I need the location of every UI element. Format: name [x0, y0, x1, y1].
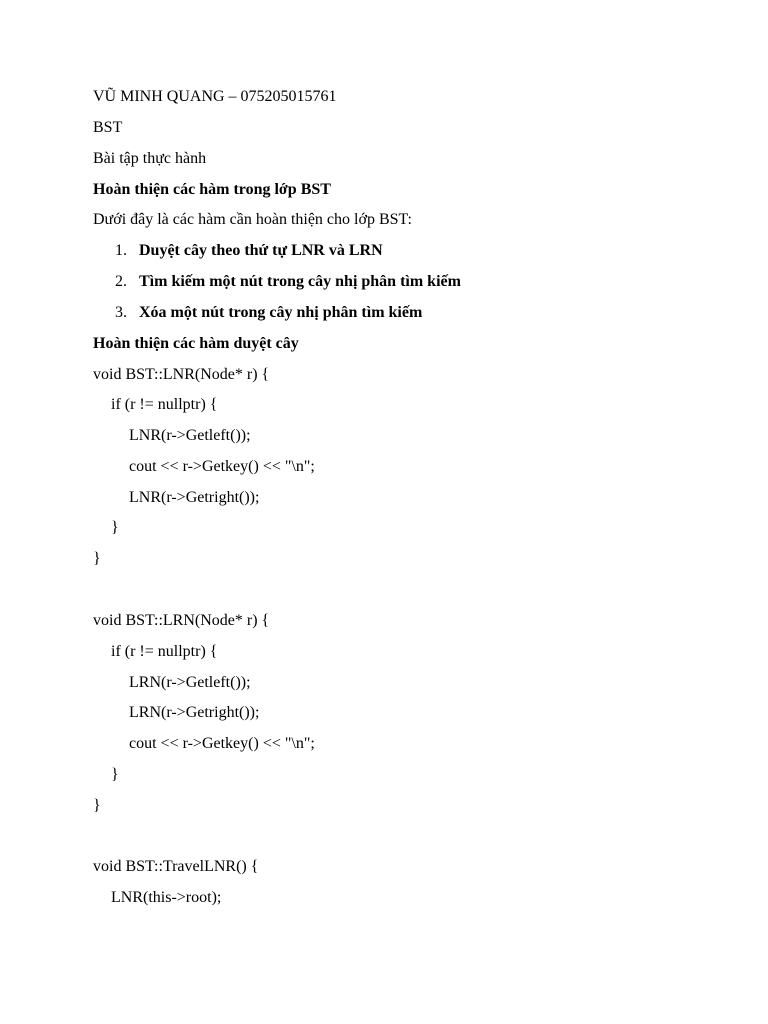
- code-line: }: [111, 766, 119, 783]
- author-line: VŨ MINH QUANG – 075205015761: [93, 88, 337, 105]
- section-heading-bst: Hoàn thiện các hàm trong lớp BST: [93, 181, 331, 198]
- code-line: void BST::LNR(Node* r) {: [93, 366, 270, 383]
- subject-line: BST: [93, 119, 123, 136]
- list-item: Tìm kiếm một nút trong cây nhị phân tìm kiếm: [139, 273, 461, 290]
- code-line: LRN(r->Getleft());: [129, 674, 251, 691]
- section-heading-traversal: Hoàn thiện các hàm duyệt cây: [93, 335, 299, 352]
- list-item: Xóa một nút trong cây nhị phân tìm kiếm: [139, 304, 423, 321]
- code-line: }: [93, 797, 101, 814]
- code-line: void BST::LRN(Node* r) {: [93, 612, 270, 629]
- intro-line: Dưới đây là các hàm cần hoàn thiện cho lớp BST:: [93, 211, 412, 228]
- code-line: if (r != nullptr) {: [111, 396, 218, 413]
- code-line: }: [93, 550, 101, 567]
- code-line: if (r != nullptr) {: [111, 643, 218, 660]
- code-line: LNR(r->Getleft());: [129, 427, 251, 444]
- code-line: cout << r->Getkey() << "\n";: [129, 458, 315, 475]
- code-line: void BST::TravelLNR() {: [93, 858, 259, 875]
- code-line: LNR(this->root);: [111, 889, 222, 906]
- list-number: 3.: [115, 304, 127, 321]
- code-line: LRN(r->Getright());: [129, 704, 260, 721]
- code-line: }: [111, 519, 119, 536]
- code-line: LNR(r->Getright());: [129, 489, 260, 506]
- code-line: cout << r->Getkey() << "\n";: [129, 735, 315, 752]
- list-number: 1.: [115, 242, 127, 259]
- list-number: 2.: [115, 273, 127, 290]
- list-item: Duyệt cây theo thứ tự LNR và LRN: [139, 242, 383, 259]
- exercise-line: Bài tập thực hành: [93, 150, 207, 167]
